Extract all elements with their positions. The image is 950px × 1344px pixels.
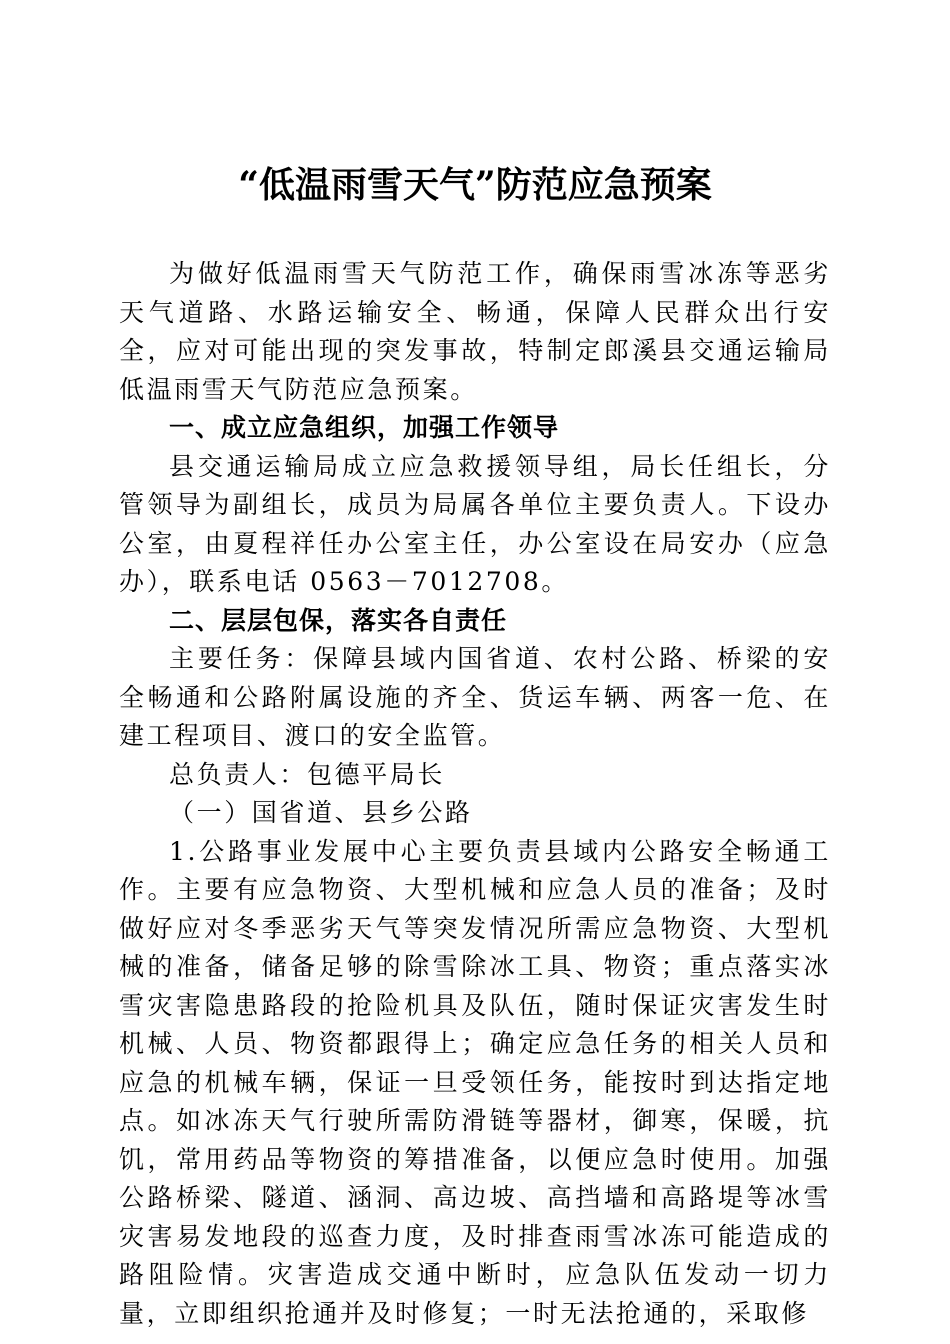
chief-responsible-line: 总负责人：包德平局长 xyxy=(169,759,446,789)
item-1-paragraph: 1.公路事业发展中心主要负责县域内公路安全畅通工作。主要有应急物资、大型机械和应急人员的准备；及时做好应对冬季恶劣天气等突发情况所需应急物资、大型机械的准备，储备足够的除雪除冰工具、物资；重点落实冰雪灾害隐患路段的抢险机具及队伍，随时保证灾害发生时机械、人员、物资都跟得上；确定应急任务的相关人员和应急的机械车辆，保证一旦受领任务，能按时到达指定地点。如冰冻天气行驶所需防滑链等器材，御寒，保暖，抗饥，常用药品等物资的筹措准备，以便应急时使用。加强公路桥梁、隧道、涵洞、高边坡、高挡墙和高路堤等冰雪灾害易发地段的巡查力度，及时排查雨雪冰冻可能造成的路阻险情。灾害造成交通中断时，应急队伍发动一切力量，立即组织抢通并及时修复；一时无法抢通的，采取修 xyxy=(119,836,831,1328)
subsection-heading-1: （一）国省道、县乡公路 xyxy=(169,798,473,827)
section-heading-1: 一、成立应急组织，加强工作领导 xyxy=(169,413,560,442)
document-title: “低温雨雪天气”防范应急预案 xyxy=(238,164,712,206)
section-1-paragraph: 县交通运输局成立应急救援领导组，局长任组长，分管领导为副组长，成员为局属各单位主要负责人。下设办公室，由夏程祥任办公室主任，办公室设在局安办（应急办），联系电话 0563－7012708。 xyxy=(119,451,831,596)
intro-paragraph: 为做好低温雨雪天气防范工作，确保雨雪冰冻等恶劣天气道路、水路运输安全、畅通，保障人民群众出行安全，应对可能出现的突发事故，特制定郎溪县交通运输局低温雨雪天气防范应急预案。 xyxy=(119,259,831,404)
main-tasks-paragraph: 主要任务：保障县域内国省道、农村公路、桥梁的安全畅通和公路附属设施的齐全、货运车辆、两客一危、在建工程项目、渡口的安全监管。 xyxy=(119,644,831,750)
document-body xyxy=(119,255,831,1333)
section-heading-2: 二、层层包保，落实各自责任 xyxy=(169,605,508,635)
